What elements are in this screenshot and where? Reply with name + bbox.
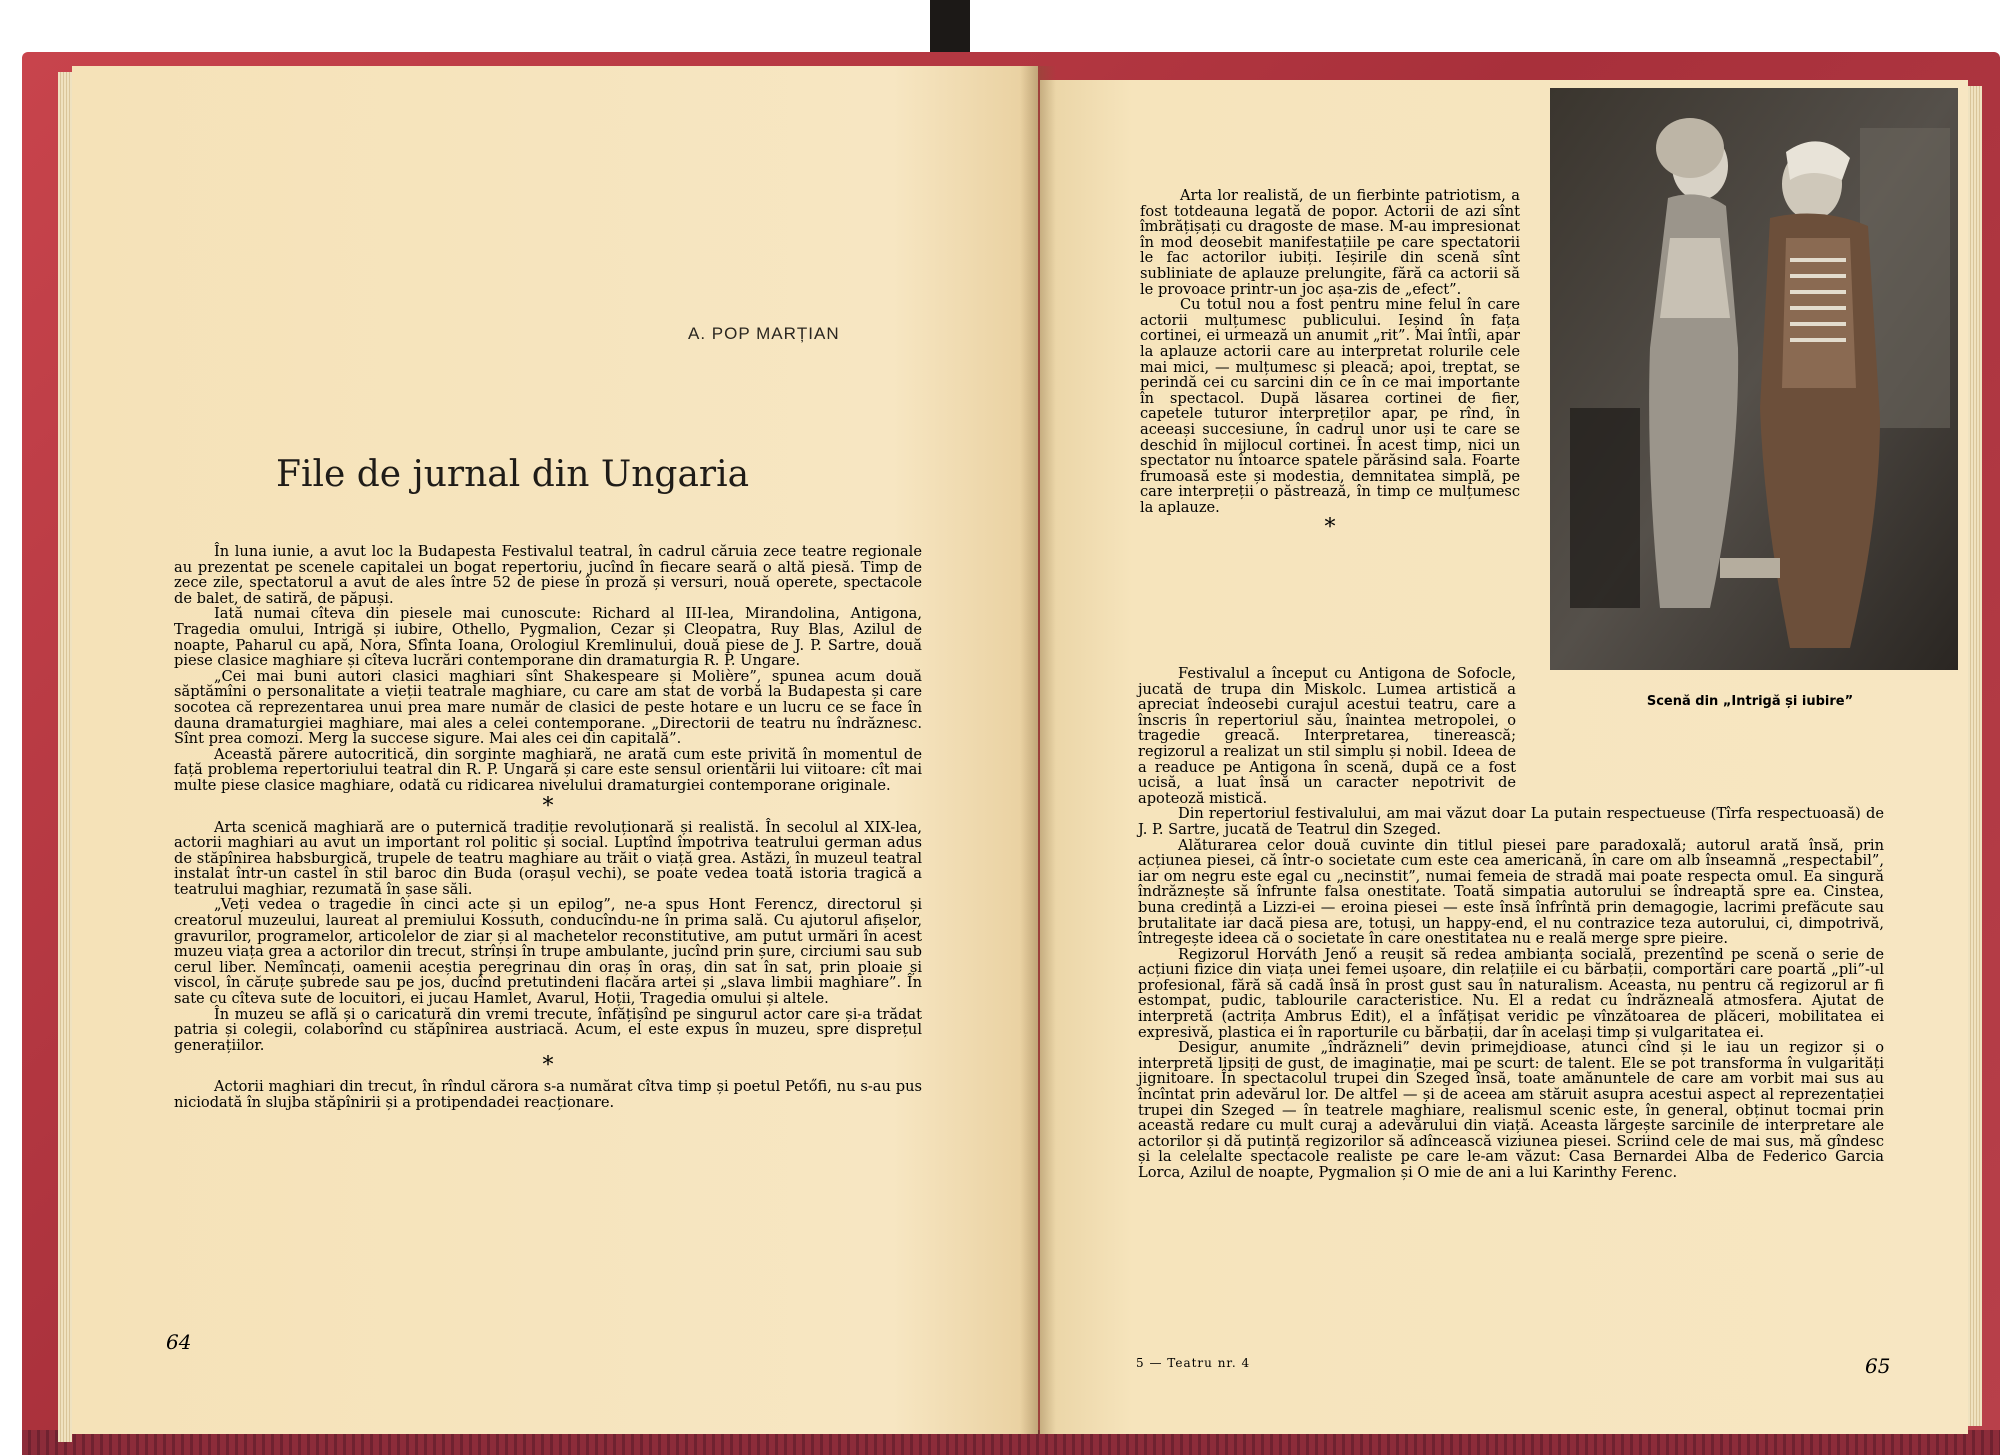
right-column-top xyxy=(1140,188,1520,541)
right-column-bottom xyxy=(1138,666,1884,1181)
page-number-left: 64 xyxy=(166,1330,192,1354)
background-object xyxy=(930,0,970,60)
paragraph: Iată numai cîteva din piesele mai cunoscute: Richard al III-lea, Mirandolina, Antigona, Tragedia omului, Intrigă și iubire, Othello, Pygmalion, Cezar și Cleopatra, Ruy Blas, Azilul de noapte, Paharul cu apă, Nora, Sfînta Ioana, Orologiul Kremlinului, două piese de J. P. Sartre, două piese clasice maghiare și cîteva lucrări contemporane din dramaturgia R. P. Ungare. xyxy=(174,605,922,670)
book-gutter xyxy=(1020,66,1056,1434)
paragraph: Actorii maghiari din trecut, în rîndul cărora s-a numărat cîtva timp și poetul Petőfi, nu s-au pus niciodată în slujba stăpînirii și a protipendadei reacționare. xyxy=(174,1078,922,1111)
paragraph: Din repertoriul festivalului, am mai văzut doar La putain respectueuse (Tîrfa respectuoasă) de J. P. Sartre, jucată de Teatrul din Szeged. xyxy=(1138,805,1884,838)
page-footer: 5 — Teatru nr. 4 xyxy=(1136,1356,1251,1370)
paragraph: Alăturarea celor două cuvinte din titlul piesei pare paradoxală; autorul arată însă, prin acțiunea piesei, că într-o societate cum este cea americană, în care om alb înseamnă „respectabil”, iar om negru este egal cu „necinstit”, numai femeia de stradă mai poate respecta omul. Ea singură îndrăznește să înfrunte falsa onestitate. Toată simpatia autorului se îndreaptă spre ea. Cinstea, buna credință a Lizzi-ei — eroina piesei — este însă înfrîntă prin demagogie, lacrimi prefăcute sau brutalitate iar dacă piesa are, totuși, un happy-end, el nu contrazice teza autorului, ci, dimpotrivă, întregește ideea că o societate în care onestitatea nu e reală merge spre pieire. xyxy=(1138,836,1884,948)
paragraph: În muzeu se află și o caricatură din vremi trecute, înfățișînd pe singurul actor care și-a trădat patria și colegii, colaborînd cu stăpînirea austriacă. Acum, el este expus în muzeu, spre disprețul generațiilor. xyxy=(174,1005,922,1054)
paragraph: Arta scenică maghiară are o puternică tradiție revoluționară și realistă. În secolul al XIX-lea, actorii maghiari au avut un important rol politic și social. Luptînd împotriva teatrului german adus de stăpînirea habsburgică, trupele de teatru maghiare au trăit o viață grea. Astăzi, în muzeul teatral instalat într-un castel în stil baroc din Buda (orașul vechi), se poate vedea toată istoria tragică a teatrului maghiar, rezumată în șase săli. xyxy=(174,818,922,898)
stage-photo xyxy=(1550,88,1958,670)
section-separator: * xyxy=(542,1053,554,1079)
paragraph: Arta lor realistă, de un fierbinte patriotism, a fost totdeauna legată de popor. Actorii de azi sînt îmbrățișați cu dragoste de mase. M-au impresionat în mod deosebit manifestațiile pe care spectatorii le fac actorilor iubiți. Ieșirile din scenă sînt subliniate de aplauze prelungite, fără ca actorii să le provoace printr-un joc așa-zis de „efect”. xyxy=(1140,187,1520,298)
paragraph: „Cei mai buni autori clasici maghiari sînt Shakespeare și Molière”, spunea acum două săptămîni o personalitate a vieții teatrale maghiare, cu care am stat de vorbă la Budapesta și care socotea că reprezentarea unui prea mare număr de clasici de peste hotare e un lucru ce se face în dauna dramaturgiei maghiare, mai ales a celei contemporane. „Directorii de teatru nu îndrăznesc. Sînt prea comozi. Merg la succese sigure. Mai ales cei din capitală”. xyxy=(174,667,922,748)
paragraph: Festivalul a început cu Antigona de Sofocle, jucată de trupa din Miskolc. Lumea artistică a apreciat îndeosebi curajul acestui teatru, care a înscris în repertoriul său, înaintea metropolei, o tragedie greacă. Interpretarea, tinerească; regizorul a realizat un stil simplu și nobil. Ideea de a readuce pe Antigona în scenă, după ce a fost ucisă, a luat însă un caracter nepotrivit de apoteoză mistică. xyxy=(1138,665,1516,807)
paragraph: Regizorul Horváth Jenő a reușit să redea ambianța socială, prezentînd pe scenă o serie de acțiuni fizice din viața unei femei ușoare, din relațiile ei cu bărbații, comportări care poartă „pli”-ul profesional, fără să cadă însă în prost gust sau în naturalism. Aceasta, nu pentru că regizorul ar fi estompat, pudic, tablourile caracteristice. Nu. El a redat cu îndrăzneală atmosfera. Ajutat de interpretă (actrița Ambrus Edit), el a înfățișat veridic pe vînzătoarea de plăceri, mobilitatea ei expresivă, plastica ei în raporturile cu bărbații, dar în același timp și vulgaritatea ei. xyxy=(1138,945,1884,1041)
paragraph: Cu totul nou a fost pentru mine felul în care actorii mulțumesc publicului. Ieșind în fața cortinei, ei urmează un anumit „rit”. Mai întîi, apar la aplauze actorii care au interpretat rolurile cele mai mici, — mulțumesc și pleacă; apoi, treptat, se perindă cei cu sarcini din ce în ce mai importante în spectacol. După lăsarea cortinei de fier, capetele tuturor interpreților apar, pe rînd, în aceeași succesiune, în cadrul unor uși te care se deschid în mijlocul cortinei. În acest timp, nici un spectator nu întoarce spatele părăsind sala. Foarte frumoasă este și modestia, demnitatea simplă, pe care interpreții o păstrează, în timp ce mulțumesc la aplauze. xyxy=(1140,296,1520,516)
paragraph: În luna iunie, a avut loc la Budapesta Festivalul teatral, în cadrul căruia zece teatre regionale au prezentat pe scenele capitalei un bogat repertoriu, jucînd în fiecare seară o altă piesă. Timp de zece zile, spectatorul a avut de ales între 52 de piese în proză și versuri, nouă operete, spectacole de balet, de satiră, de păpuși. xyxy=(174,543,922,607)
left-page-edges xyxy=(58,72,72,1442)
paragraph: „Veți vedea o tragedie în cinci acte și un epilog”, ne-a spus Hont Ferencz, directorul și creatorul muzeului, laureat al premiului Kossuth, conducîndu-ne în prima sală. Cu ajutorul afișelor, gravurilor, programelor, articolelor de ziar și al machetelor reconstitutive, am putut urmări în acest muzeu viața grea a actorilor din trecut, strînși în trupe ambulante, jucînd prin șure, circiumi sau sub cerul liber. Nemîncați, oamenii aceștia peregrinau din oraș în oraș, din sat în sat, prin ploaie și viscol, în căruțe șubrede sau pe jos, ducînd pretutindeni flacăra artei și „slava limbii maghiare”. În sate cu cîteva sute de locuitori, ei jucau Hamlet, Avarul, Hoții, Tragedia omului și altele. xyxy=(174,896,922,1008)
paragraph: Această părere autocritică, din sorginte maghiară, ne arată cum este privită în momentul de față problema repertoriului teatral din R. P. Ungară și care este sensul orientării lui viitoare: cît mai multe piese clasice maghiare, odată cu ridicarea nivelului dramaturgiei contemporane originale. xyxy=(174,745,922,794)
right-page-edges xyxy=(1968,86,1982,1426)
section-separator: * xyxy=(1324,515,1336,541)
left-column xyxy=(174,544,922,1111)
paragraph: Desigur, anumite „îndrăzneli” devin primejdioase, atunci cînd și le iau un regizor și o interpretă lipsiți de gust, de imaginație, mai pe scurt: de talent. Ele se pot transforma în vulgarități jignitoare. În spectacolul trupei din Szeged însă, toate amănuntele de care am vorbit mai sus au încîntat prin adevărul lor. De altfel — și de aceea am stăruit asupra acestui aspect al reprezentației trupei din Szeged — în teatrele maghiare, realismul scenic este, în general, obținut tocmai prin această redare cu mult curaj a adevărului din viață. Aceasta lărgește sarcinile de interpretare ale actorilor și dă putință regizorilor să adîncească viziunea piesei. Scriind cele de mai sus, mă gîndesc și la celelalte spectacole realiste pe care le-am văzut: Casa Bernardei Alba de Federico Garcia Lorca, Azilul de noapte, Pygmalion și O mie de ani a lui Karinthy Ferenc. xyxy=(1138,1039,1884,1181)
page-number-right: 65 xyxy=(1865,1354,1891,1378)
article-title: File de jurnal din Ungaria xyxy=(276,454,750,495)
section-separator: * xyxy=(542,793,554,819)
photo-caption: Scenă din „Intrigă și iubire” xyxy=(1646,694,1854,709)
article-author: A. POP MARȚIAN xyxy=(688,324,840,343)
